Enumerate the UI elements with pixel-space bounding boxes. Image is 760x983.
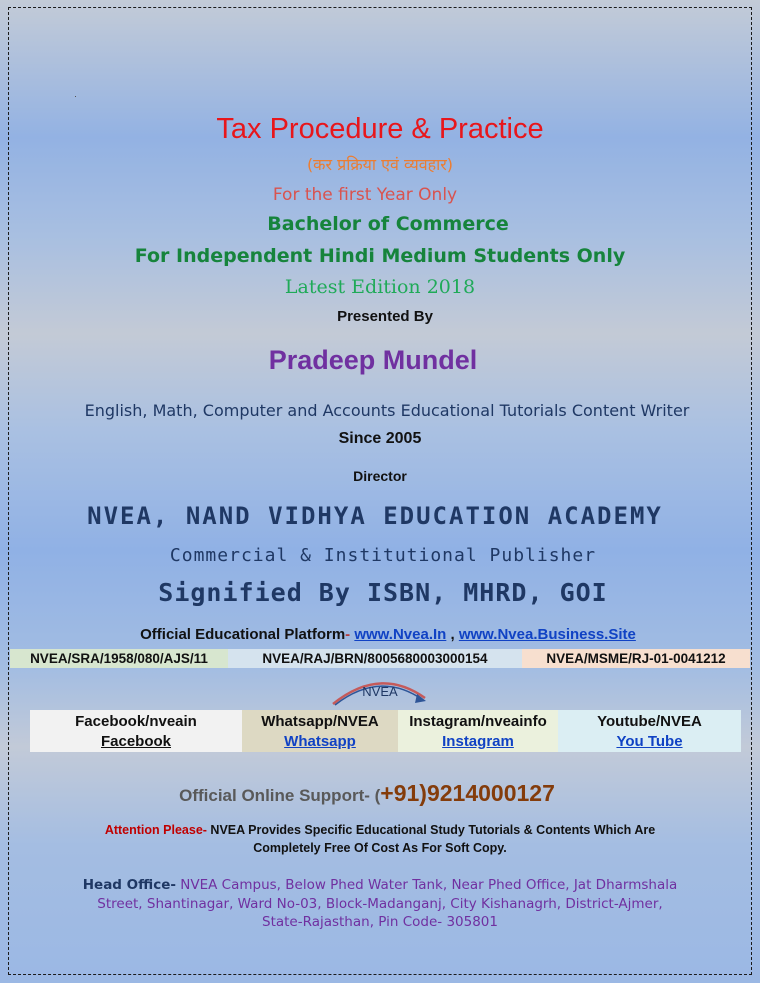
registration-number: NVEA/MSME/RJ-01-0041212 (522, 649, 750, 668)
head-office-address (0, 876, 760, 932)
registration-number: NVEA/RAJ/BRN/8005680003000154 (228, 649, 522, 668)
publisher-line: Commercial & Institutional Publisher (169, 545, 597, 566)
official-platform (8, 626, 760, 643)
first-year-note: For the first Year Only (272, 185, 458, 205)
support-label: Official Online Support- ( (179, 786, 381, 805)
social-handle: Youtube/NVEA (597, 713, 702, 730)
social-handle: Facebook/nveain (75, 713, 197, 730)
social-cell-youtube (558, 710, 741, 752)
academy-name: NVEA, NAND VIDHYA EDUCATION ACADEMY (87, 502, 663, 530)
writer-description: English, Math, Computer and Accounts Educational Tutorials Content Writer (84, 401, 690, 420)
head-office-text: NVEA Campus, Below Phed Water Tank, Near Phed Office, Jat Dharmshala Street, Shantinagar, Ward No-03, Block-Madanganj, City Kishanagrh, District-Ajmer, State-Rajasthan, Pin Code- 305801 (97, 877, 678, 930)
attention-label: Attention Please- (104, 823, 207, 837)
attention-text: NVEA Provides Specific Educational Study Tutorials & Contents Which Are Completely Free Of Cost As For Soft Copy. (210, 823, 656, 855)
course-name: Bachelor of Commerce (267, 213, 509, 235)
signified-line: Signified By ISBN, MHRD, GOI (158, 578, 608, 607)
instagram-link[interactable]: Instagram (442, 733, 514, 750)
social-links-table (30, 710, 741, 752)
speck (75, 96, 76, 97)
director-label: Director (353, 468, 407, 484)
head-office-label: Head Office- (82, 877, 176, 893)
social-handle: Whatsapp/NVEA (261, 713, 379, 730)
attention-note (0, 821, 760, 857)
social-handle: Instagram/nveainfo (409, 713, 547, 730)
edition-note: Latest Edition 2018 (284, 276, 476, 298)
support-phone: +91)9214000127 (380, 780, 555, 806)
online-support (0, 780, 747, 807)
registration-number: NVEA/SRA/1958/080/AJS/11 (10, 649, 228, 668)
nvea-in-link[interactable]: www.Nvea.In (354, 626, 447, 643)
platform-label: Official Educational Platform (140, 626, 346, 643)
since-year: Since 2005 (338, 430, 422, 447)
registration-bar (10, 649, 750, 668)
nvea-business-link[interactable]: www.Nvea.Business.Site (458, 626, 636, 643)
hindi-subtitle: (कर प्रक्रिया एवं व्यवहार) (306, 155, 454, 174)
whatsapp-link[interactable]: Whatsapp (284, 733, 356, 750)
social-cell-instagram (398, 710, 558, 752)
facebook-link[interactable]: Facebook (100, 733, 172, 750)
youtube-link[interactable]: You Tube (616, 733, 683, 750)
platform-dash: - (345, 626, 351, 643)
presented-by-label: Presented By (337, 308, 433, 325)
audience-note: For Independent Hindi Medium Students Only (134, 245, 626, 267)
platform-separator: , (450, 626, 455, 643)
social-cell-whatsapp (242, 710, 398, 752)
document-title: Tax Procedure & Practice (216, 113, 544, 145)
social-cell-facebook (30, 710, 242, 752)
logo-text: NVEA (362, 684, 398, 699)
author-name: Pradeep Mundel (268, 345, 478, 375)
